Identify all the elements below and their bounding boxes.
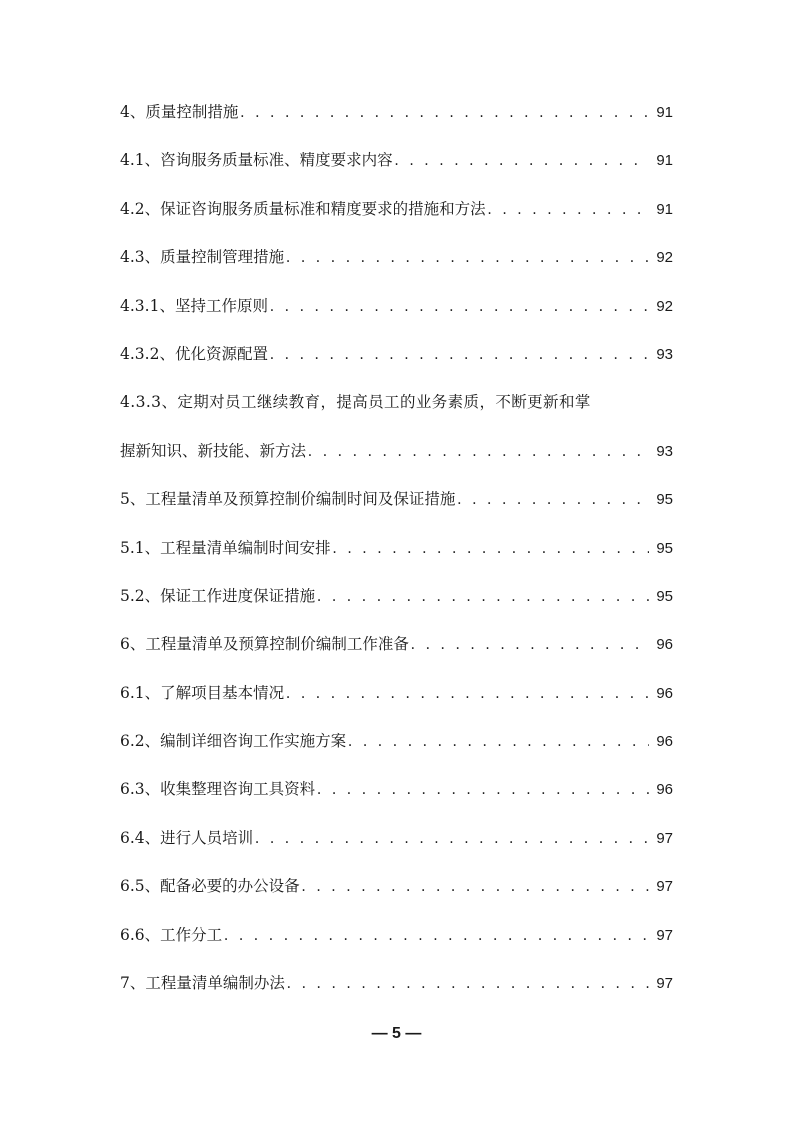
toc-leader-dots xyxy=(224,912,649,960)
toc-entry-title: 7、工程量清单编制办法 xyxy=(120,974,285,993)
toc-leader-dots xyxy=(488,186,649,234)
toc-entry-title: 6、工程量清单及预算控制价编制工作准备 xyxy=(120,635,409,654)
toc-leader-dots xyxy=(308,428,649,476)
toc-entry-title: 6.3、收集整理咨询工具资料 xyxy=(120,780,316,799)
toc-entry[interactable] xyxy=(120,717,673,765)
toc-entry[interactable] xyxy=(120,524,673,572)
toc-entry-title: 4.3.2、优化资源配置 xyxy=(120,344,268,363)
toc-leader-dots xyxy=(333,525,649,573)
toc-entry-page: 97 xyxy=(656,975,673,993)
toc-leader-dots xyxy=(286,670,649,718)
toc-entry[interactable] xyxy=(120,814,673,862)
table-of-contents xyxy=(120,88,673,1007)
toc-entry-page: 97 xyxy=(656,926,673,944)
toc-entry[interactable] xyxy=(120,88,673,136)
toc-entry-title: 4.3、质量控制管理措施 xyxy=(120,248,285,267)
toc-entry[interactable] xyxy=(120,765,673,813)
toc-entry-page: 96 xyxy=(656,733,673,751)
toc-entry-page: 91 xyxy=(656,152,673,170)
toc-entry-page: 96 xyxy=(656,636,673,654)
toc-entry-title: 4.3.1、坚持工作原则 xyxy=(120,296,268,315)
toc-leader-dots xyxy=(317,766,649,814)
toc-leader-dots xyxy=(457,476,649,524)
toc-entry[interactable] xyxy=(120,620,673,668)
toc-entry-page: 91 xyxy=(656,104,673,121)
toc-entry[interactable] xyxy=(120,330,673,378)
toc-entry-title: 6.2、编制详细咨询工作实施方案 xyxy=(120,732,347,751)
toc-leader-dots xyxy=(348,718,649,766)
toc-leader-dots xyxy=(287,960,649,1008)
toc-leader-dots xyxy=(395,137,649,185)
toc-entry-page: 92 xyxy=(656,249,673,267)
toc-entry-title: 5、工程量清单及预算控制价编制时间及保证措施 xyxy=(120,490,456,509)
toc-entry-title: 4.1、咨询服务质量标准、精度要求内容 xyxy=(120,151,393,170)
toc-entry-title: 6.1、了解项目基本情况 xyxy=(120,683,285,702)
toc-entry[interactable] xyxy=(120,911,673,959)
toc-leader-dots xyxy=(286,234,649,282)
toc-entry[interactable] xyxy=(120,959,673,1007)
toc-entry-page: 91 xyxy=(656,200,673,218)
toc-entry-page: 96 xyxy=(656,684,673,702)
toc-entry-page: 93 xyxy=(656,442,673,460)
toc-entry[interactable] xyxy=(120,669,673,717)
toc-entry[interactable] xyxy=(120,862,673,910)
toc-entry[interactable] xyxy=(120,136,673,184)
page-number: — 5 — xyxy=(371,1025,422,1042)
toc-entry-title: 握新知识、新技能、新方法 xyxy=(120,441,307,460)
toc-entry-title: 6.6、工作分工 xyxy=(120,925,223,944)
toc-leader-dots xyxy=(270,331,649,379)
toc-leader-dots xyxy=(411,621,649,669)
toc-entry-page: 92 xyxy=(656,297,673,315)
toc-entry-title: 4.3.3、定期对员工继续教育，提高员工的业务素质，不断更新和掌 xyxy=(120,393,591,412)
toc-entry-page: 97 xyxy=(656,829,673,847)
toc-entry-page: 97 xyxy=(656,878,673,896)
toc-entry-wrapped-first-line[interactable] xyxy=(120,378,673,426)
toc-leader-dots xyxy=(255,815,649,863)
toc-leader-dots xyxy=(302,863,649,911)
toc-entry-title: 5.2、保证工作进度保证措施 xyxy=(120,586,316,605)
toc-entry[interactable] xyxy=(120,233,673,281)
toc-entry-title: 4.2、保证咨询服务质量标准和精度要求的措施和方法 xyxy=(120,199,486,218)
toc-leader-dots xyxy=(270,283,649,331)
toc-entry-title: 4、质量控制措施 xyxy=(120,103,239,121)
toc-entry-page: 95 xyxy=(656,539,673,557)
toc-entry-page: 93 xyxy=(656,345,673,363)
toc-entry-title: 6.4、进行人员培训 xyxy=(120,828,254,847)
toc-entry-page: 96 xyxy=(656,781,673,799)
toc-entry-page: 95 xyxy=(656,491,673,509)
toc-leader-dots xyxy=(317,573,649,621)
toc-leader-dots xyxy=(240,89,649,137)
toc-entry[interactable] xyxy=(120,427,673,475)
toc-entry-title: 5.1、工程量清单编制时间安排 xyxy=(120,538,331,557)
toc-entry[interactable] xyxy=(120,475,673,523)
toc-entry[interactable] xyxy=(120,185,673,233)
toc-entry-page: 95 xyxy=(656,587,673,605)
toc-entry-title: 6.5、配备必要的办公设备 xyxy=(120,877,300,896)
toc-entry[interactable] xyxy=(120,282,673,330)
toc-entry[interactable] xyxy=(120,572,673,620)
